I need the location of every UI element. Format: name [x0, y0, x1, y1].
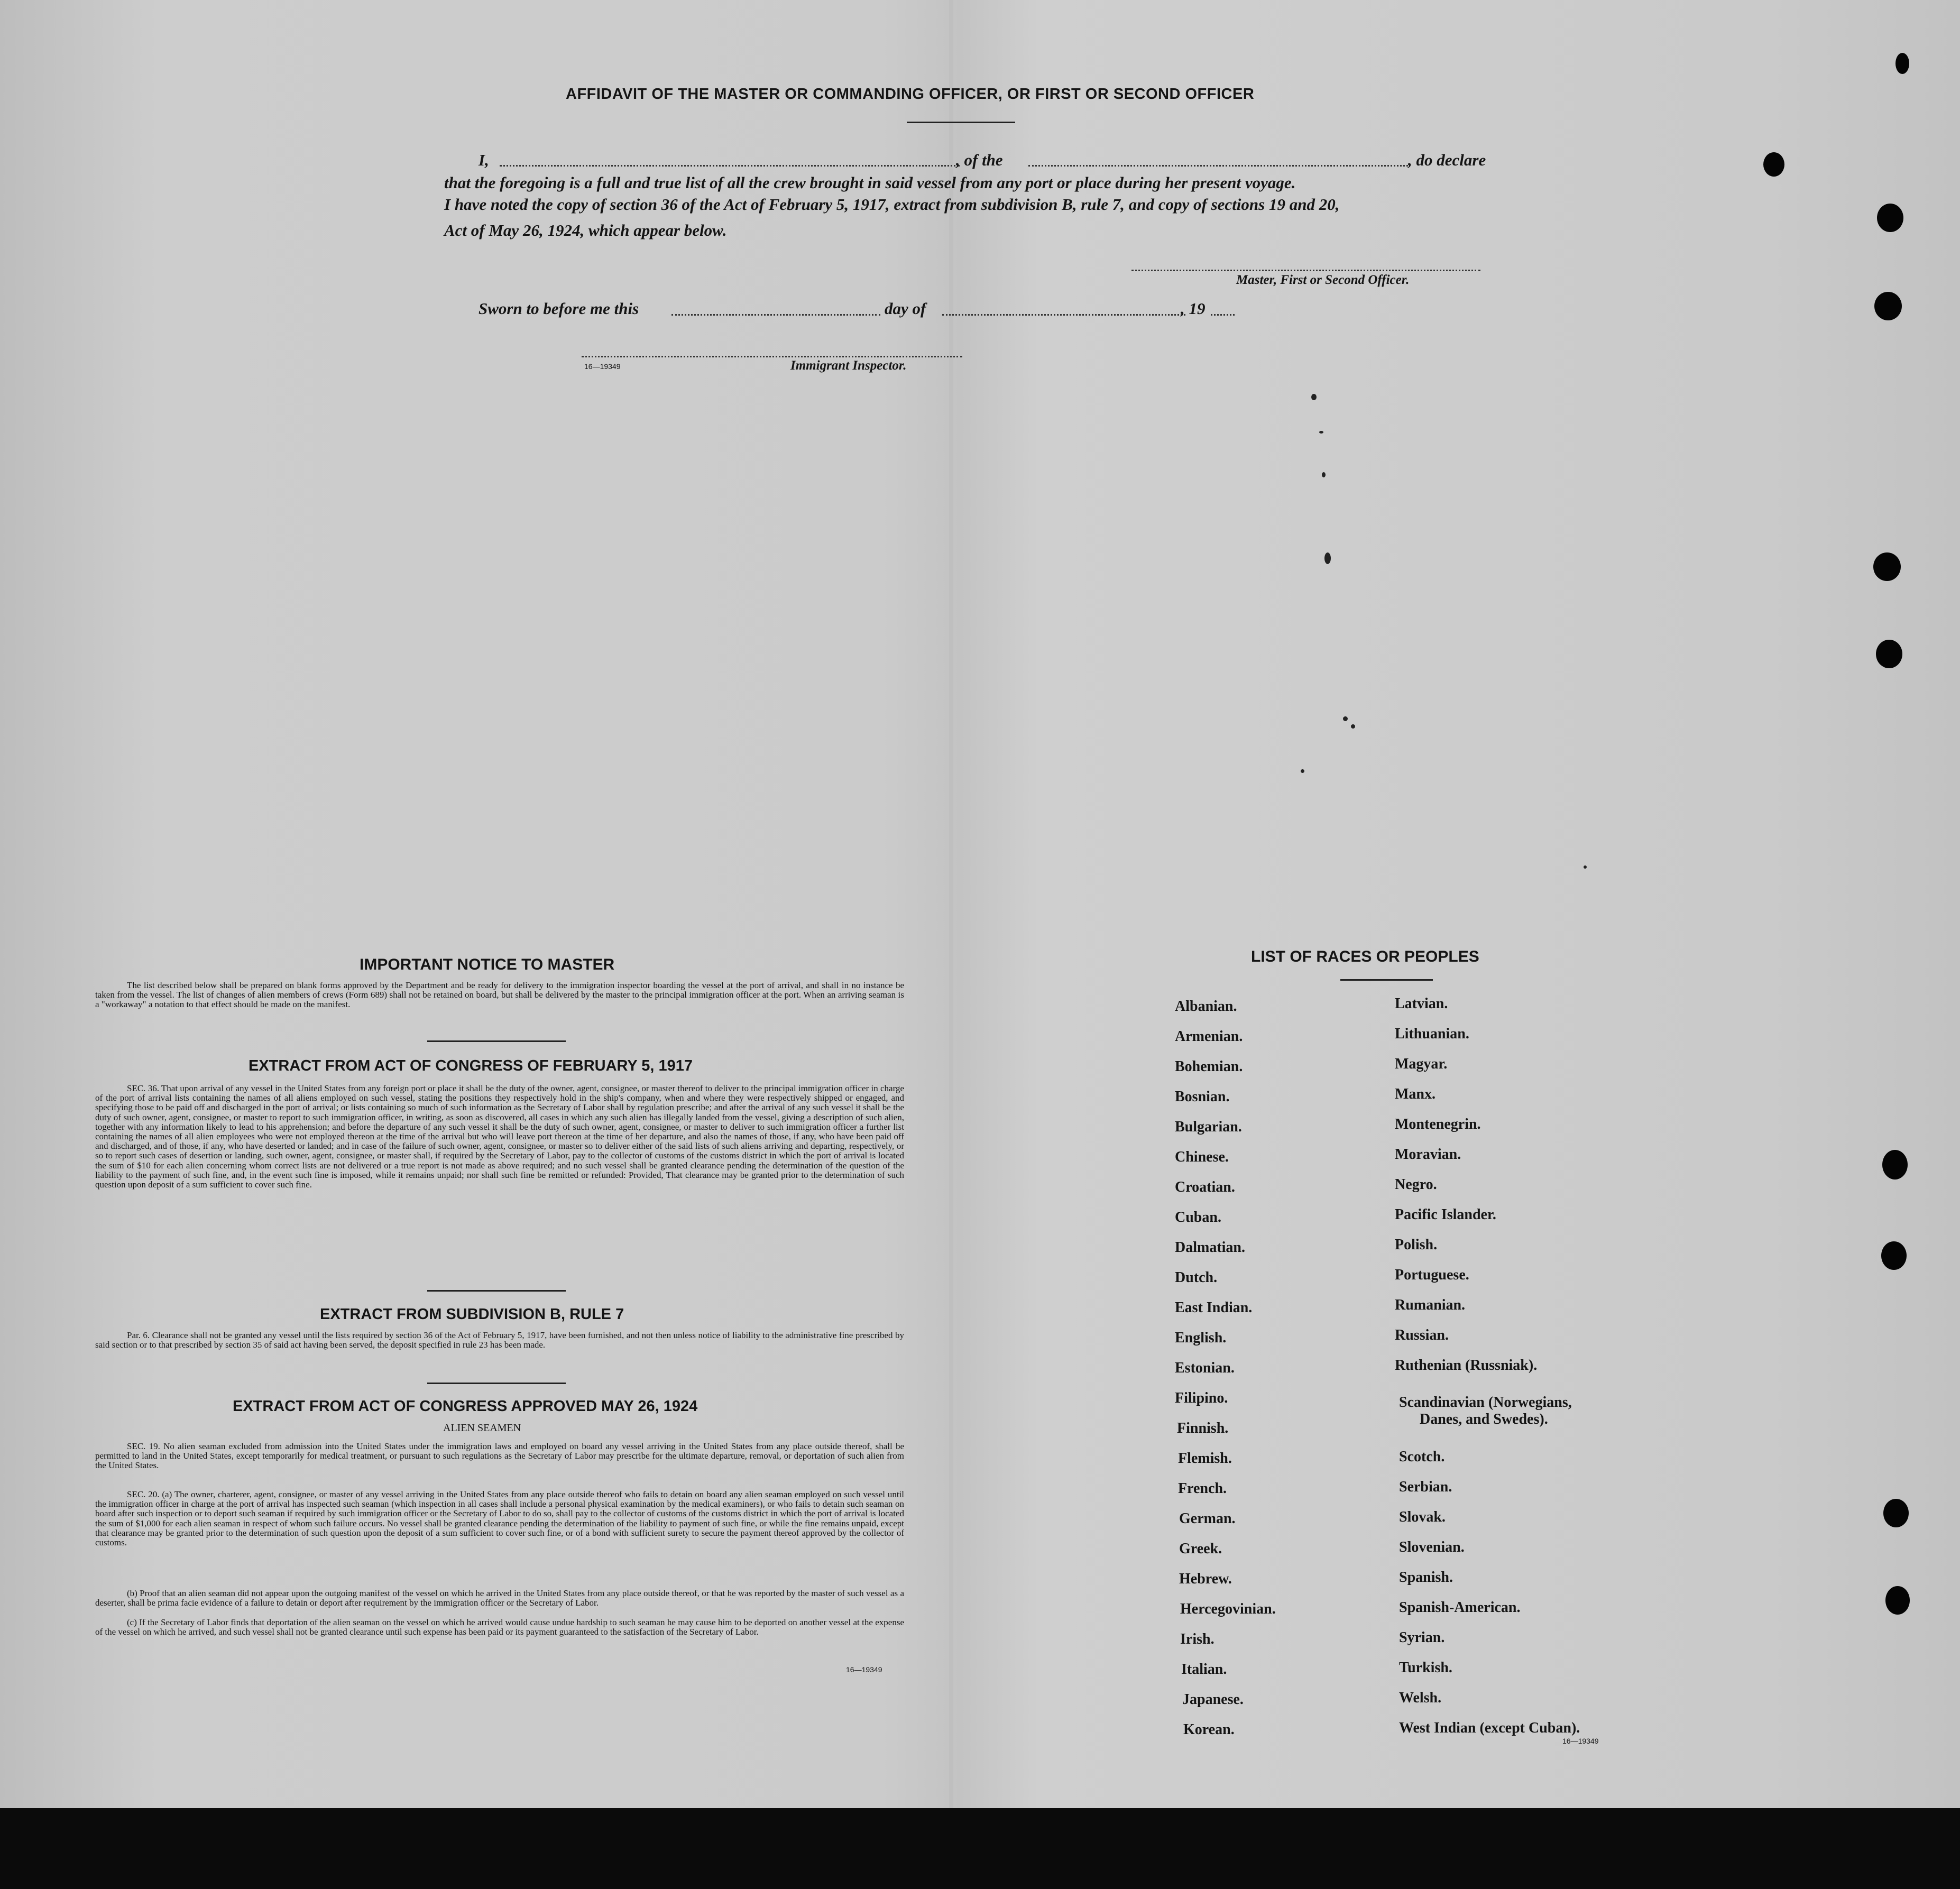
race-item: French.: [1178, 1480, 1227, 1497]
ink-speck: [1343, 716, 1348, 721]
divider: [427, 1040, 566, 1042]
binder-hole: [1874, 292, 1902, 320]
race-item: Manx.: [1395, 1086, 1436, 1102]
race-item: Korean.: [1183, 1721, 1235, 1738]
affidavit-do-declare-label: , do declare: [1408, 151, 1486, 169]
race-item: Danes, and Swedes).: [1420, 1411, 1548, 1427]
race-item: Russian.: [1395, 1327, 1449, 1343]
race-item: Syrian.: [1399, 1629, 1445, 1646]
vessel-field[interactable]: [1028, 165, 1408, 167]
binder-hole: [1881, 1241, 1907, 1270]
extract-1917-body: SEC. 36. That upon arrival of any vessel in the United States from any foreign port or place it shall be the duty of the owner, agent, consignee, or master thereof to deliver to the principal immigration officer in charge of the port of arrival lists containing the names of all aliens employed on such vessel, stating the positions they respectively hold in the ship's company, when and where they were respectively shipped or engaged, and specifying those to be paid off and discharged in the port of arrival; or lists containing so much of such information as the Secretary of Labor shall by regulation prescribe; and after the arrival of any such vessel it shall be the duty of such owner, agent, consignee, or master to report to such immigration officer, in writing, as soon as discovered, all cases in which any such alien has illegally landed from the vessel, giving a description of such alien, together with any information likely to lead to his apprehension; and before the departure of any such vessel it shall be the duty of such owner, agent, consignee, or master to deliver to such immigration officer a further list containing the names of all alien employees who were not employed thereon at the time of the arrival but who will leave port thereon at the time of her departure, and also the names of those, if any, who have been paid off and discharged, and of those, if any, who have deserted or landed; and in case of the failure of such owner, agent, consignee, or master so to deliver either of the said lists of such aliens arriving and departing, respectively, or so to report such cases of desertion or landing, such owner, agent, consignee, or master shall, if required by the Secretary of Labor, pay to the collector of customs of the customs district in which the port of arrival is located the sum of $10 for each alien concerning whom correct lists are not delivered or a true report is not made as above required; and no such vessel shall be granted clearance pending the determination of the question of the liability to the payment of such fine, and, in the event such fine is imposed, while it remains unpaid; nor shall such fine be remitted or refunded: Provided, That clearance may be granted prior to the determination of such question upon deposit of a sum sufficient to cover such fine.: [95, 1083, 904, 1190]
binder-hole: [1877, 204, 1903, 232]
race-item: Estonian.: [1175, 1360, 1235, 1376]
race-item: German.: [1179, 1510, 1236, 1527]
race-item: Serbian.: [1399, 1479, 1452, 1495]
race-item: Albanian.: [1175, 998, 1237, 1015]
race-item: Bohemian.: [1175, 1058, 1243, 1075]
race-item: Latvian.: [1395, 996, 1448, 1012]
form-number: 16—19349: [1562, 1737, 1599, 1745]
race-item: Welsh.: [1399, 1690, 1442, 1706]
race-item: Armenian.: [1175, 1028, 1243, 1045]
race-item: Cuban.: [1175, 1209, 1221, 1225]
race-item: Bulgarian.: [1175, 1119, 1242, 1135]
race-item: Moravian.: [1395, 1146, 1461, 1163]
race-item: East Indian.: [1175, 1300, 1253, 1316]
race-item: Japanese.: [1182, 1691, 1244, 1708]
extract-1917-title: EXTRACT FROM ACT OF CONGRESS OF FEBRUARY 5, 1917: [249, 1057, 693, 1074]
race-item: Montenegrin.: [1395, 1116, 1481, 1132]
sworn-year-field[interactable]: [1211, 314, 1235, 316]
binder-hole: [1883, 1499, 1909, 1527]
title-underline: [907, 122, 1015, 123]
affidavit-title: AFFIDAVIT OF THE MASTER OR COMMANDING OFFICER, OR FIRST OR SECOND OFFICER: [566, 86, 1255, 103]
sec19-body: SEC. 19. No alien seaman excluded from admission into the United States under the immigration laws and employed on board any vessel arriving in the United States from any place outside thereof, shall be permitted to land in the United States, except temporarily for medical treatment, or pursuant to such regulations as the Secretary of Labor may prescribe for the ultimate departure, removal, or deportation of such alien from the United States.: [95, 1441, 904, 1471]
notice-body: The list described below shall be prepared on blank forms approved by the Department and be ready for delivery to the immigration inspector boarding the vessel at the port of arrival, and shall in no instance be taken from the vessel. The list of changes of alien members of crews (Form 689) shall not be retained on board, but shall be delivered by the master to the principal immigration officer at the port. When an arriving seaman is a "workaway" a notation to that effect should be made on the manifest.: [95, 980, 904, 1010]
race-item: Slovenian.: [1399, 1539, 1465, 1555]
race-item: Dalmatian.: [1175, 1239, 1245, 1256]
race-item: Hercegovinian.: [1180, 1601, 1276, 1617]
binder-hole: [1876, 640, 1902, 668]
signature-field[interactable]: [1131, 270, 1480, 271]
races-title: LIST OF RACES OR PEOPLES: [1251, 948, 1479, 965]
binder-hole: [1873, 552, 1901, 581]
race-item: Magyar.: [1395, 1056, 1448, 1072]
form-number: 16—19349: [846, 1665, 882, 1674]
ink-speck: [1311, 394, 1317, 400]
divider: [427, 1290, 566, 1292]
race-item: Turkish.: [1399, 1660, 1452, 1676]
name-field[interactable]: [500, 165, 960, 167]
race-item: Dutch.: [1175, 1269, 1218, 1286]
race-item: Scandinavian (Norwegians,: [1399, 1394, 1572, 1411]
affidavit-line3: I have noted the copy of section 36 of the Act of February 5, 1917, extract from subdivision B, rule 7, and copy of sections 19 and 20,: [444, 195, 1340, 214]
ink-speck: [1324, 552, 1331, 564]
notice-title: IMPORTANT NOTICE TO MASTER: [360, 956, 615, 973]
race-item: Slovak.: [1399, 1509, 1446, 1525]
race-item: Greek.: [1179, 1541, 1222, 1557]
race-item: Spanish-American.: [1399, 1599, 1521, 1616]
binder-hole: [1885, 1586, 1910, 1615]
sworn-month-field[interactable]: [942, 314, 1185, 316]
affidavit-i-label: I,: [479, 151, 489, 169]
race-item: Croatian.: [1175, 1179, 1235, 1195]
race-item: Chinese.: [1175, 1149, 1229, 1165]
sec20c-body: (c) If the Secretary of Labor finds that deportation of the alien seaman on the vessel on which he arrived would cause undue hardship to such seaman he may cause him to be deported on another vessel at the expense of the vessel on which he arrived, and such vessel shall not be granted clearance until such expense has been paid or its payment guaranteed to the satisfaction of the Secretary of Labor.: [95, 1617, 904, 1637]
race-item: Pacific Islander.: [1395, 1206, 1496, 1223]
rule7-body: Par. 6. Clearance shall not be granted any vessel until the lists required by section 36 of the Act of February 5, 1917, have been furnished, and not then unless notice of liability to the administrative fine prescribed by said section or to that prescribed by section 35 of said act having been served, the deposit specified in rule 23 has been made.: [95, 1330, 904, 1350]
race-item: Lithuanian.: [1395, 1026, 1469, 1042]
binder-hole: [1895, 53, 1909, 74]
sec20b-body: (b) Proof that an alien seaman did not appear upon the outgoing manifest of the vessel on which he arrived in the United States from any place outside thereof, or that he was reported by the master of such vessel as a deserter, shall be prima facie evidence of a failure to detain or deport after requirement by the immigration officer or the Secretary of Labor.: [95, 1588, 904, 1608]
race-item: English.: [1175, 1330, 1227, 1346]
sec20a-body: SEC. 20. (a) The owner, charterer, agent, consignee, or master of any vessel arriving in the United States from any place outside thereof who fails to detain on board any alien seaman employed on such vessel until the immigration officer in charge at the port of arrival has inspected such seaman (which inspection in all cases shall include a personal physical examination by the medical examiners), or who fails to detain such seaman on board after such inspection or to deport such seaman if required by such immigration officer or the Secretary of Labor to do so, shall pay to the collector of customs of the customs district in which the port of arrival is located the sum of $1,000 for each alien seaman in respect of whom such failure occurs. No vessel shall be granted clearance pending the determination of the liability to payment of such fine, or while the fine remains unpaid, except that clearance may be granted prior to the determination of such question upon the deposit of a sum sufficient to cover such fine, or of a bond with sufficient surety to secure the payment thereof approved by the collector of customs.: [95, 1489, 904, 1548]
race-item: Finnish.: [1177, 1420, 1229, 1436]
affidavit-line2: that the foregoing is a full and true list of all the crew brought in said vessel from any port or place during her present voyage.: [444, 173, 1296, 192]
ink-speck: [1584, 865, 1587, 869]
ink-speck: [1322, 472, 1326, 477]
race-item: Ruthenian (Russniak).: [1395, 1357, 1538, 1374]
page-fold: [949, 0, 953, 1808]
race-item: Portuguese.: [1395, 1267, 1469, 1283]
year-label: , 19: [1181, 299, 1206, 318]
divider: [427, 1383, 566, 1384]
race-item: Scotch.: [1399, 1449, 1445, 1465]
inspector-signature-field[interactable]: [582, 356, 962, 357]
ink-speck: [1301, 769, 1304, 773]
signature-caption: Master, First or Second Officer.: [1236, 273, 1410, 287]
race-item: Filipino.: [1175, 1390, 1228, 1406]
race-item: Hebrew.: [1179, 1571, 1232, 1587]
race-item: West Indian (except Cuban).: [1399, 1720, 1580, 1736]
affidavit-of-the-label: , of the: [956, 151, 1003, 169]
race-item: Bosnian.: [1175, 1089, 1230, 1105]
race-item: Polish.: [1395, 1237, 1438, 1253]
form-number: 16—19349: [584, 362, 621, 371]
race-item: Spanish.: [1399, 1569, 1453, 1586]
race-item: Italian.: [1181, 1661, 1227, 1678]
sworn-label: Sworn to before me this: [479, 299, 639, 318]
race-item: Negro.: [1395, 1176, 1437, 1193]
inspector-caption: Immigrant Inspector.: [790, 358, 907, 373]
day-of-label: day of: [885, 299, 926, 318]
sworn-day-field[interactable]: [671, 314, 880, 316]
binder-hole: [1763, 152, 1784, 177]
extract-1924-title: EXTRACT FROM ACT OF CONGRESS APPROVED MAY 26, 1924: [233, 1398, 698, 1415]
race-item: Rumanian.: [1395, 1297, 1466, 1313]
rule7-title: EXTRACT FROM SUBDIVISION B, RULE 7: [320, 1306, 624, 1323]
affidavit-line4: Act of May 26, 1924, which appear below.: [444, 221, 727, 239]
extract-1924-subtitle: ALIEN SEAMEN: [443, 1422, 521, 1434]
ink-speck: [1319, 431, 1323, 434]
binder-hole: [1882, 1150, 1908, 1180]
race-item: Irish.: [1180, 1631, 1214, 1647]
ink-speck: [1351, 724, 1355, 729]
divider: [1340, 979, 1433, 981]
race-item: Flemish.: [1178, 1450, 1232, 1467]
